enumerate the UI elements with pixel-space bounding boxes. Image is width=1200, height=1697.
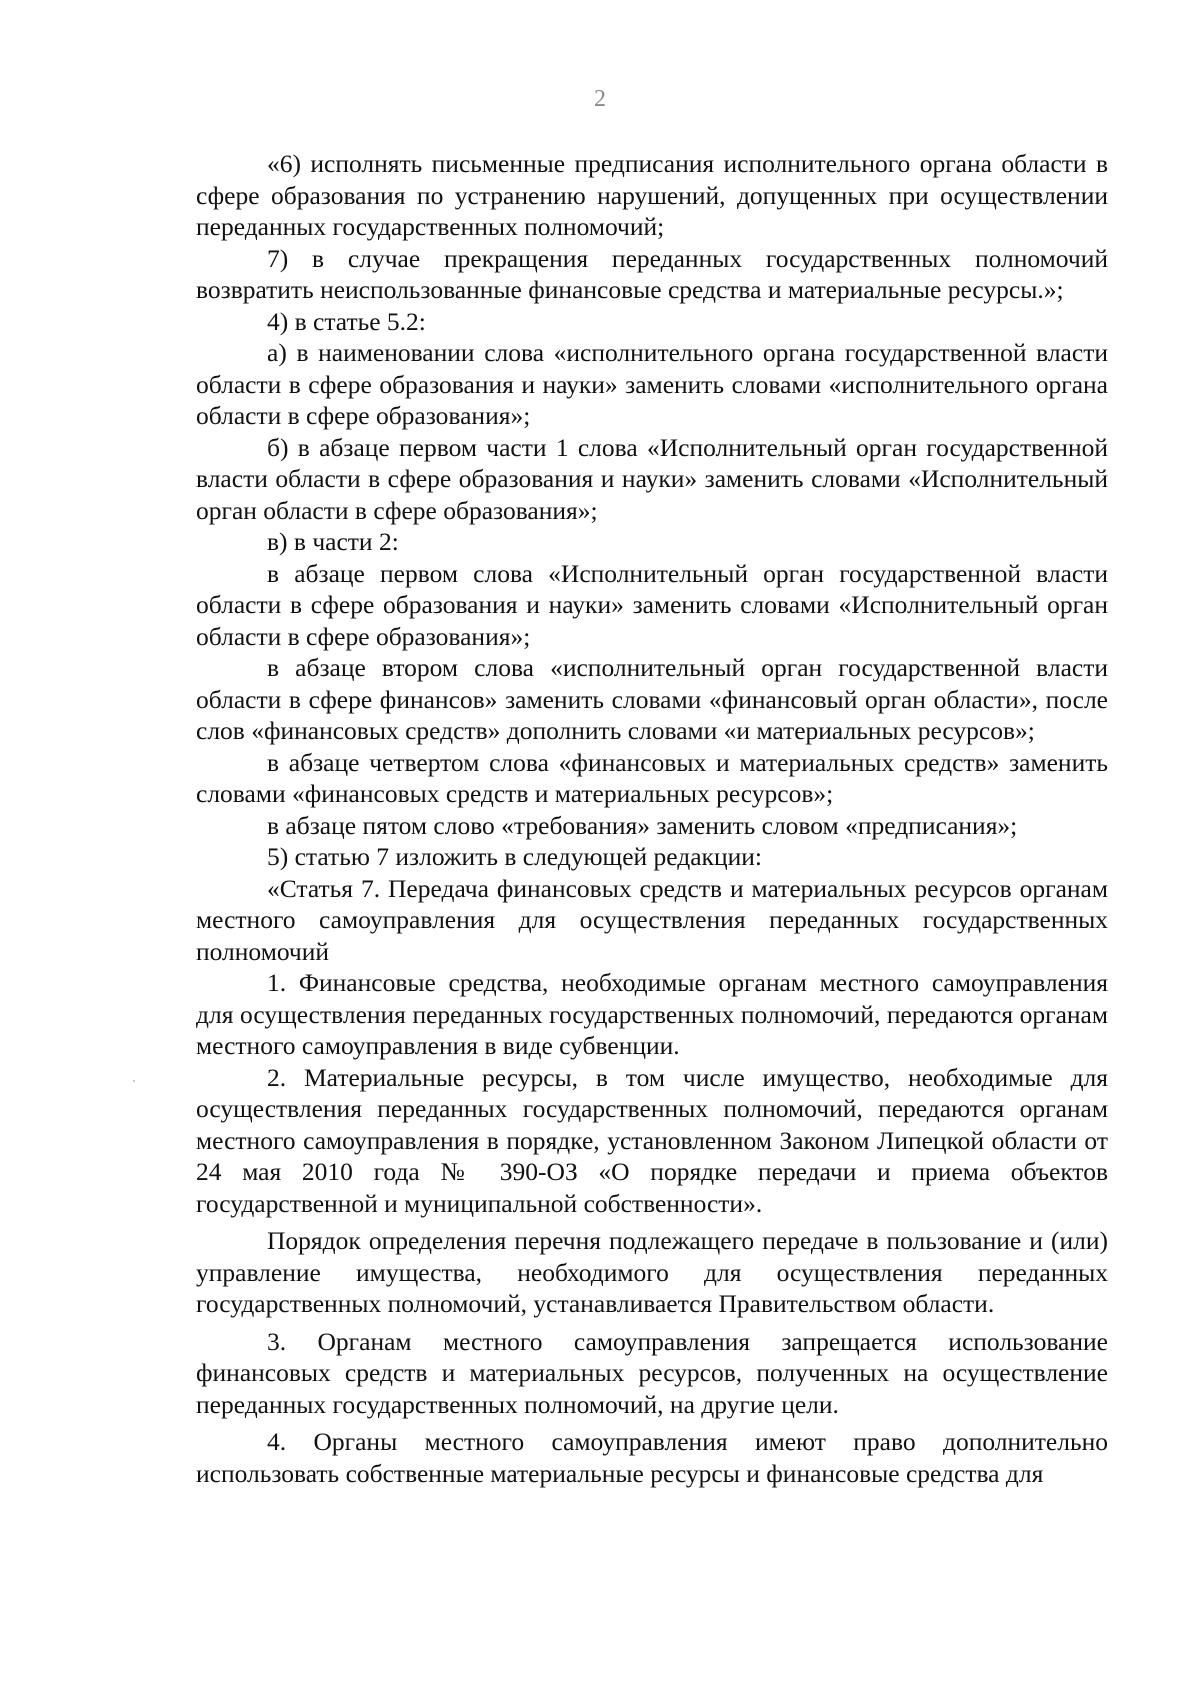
paragraph-item-7: 7) в случае прекращения переданных государственных полномочий возвратить неиспользованные финансовые средства и материальные ресурсы.»; — [196, 243, 1108, 304]
page-number: 2 — [594, 86, 606, 112]
paragraph-point-5: 5) статью 7 изложить в следующей редакции: — [267, 842, 762, 871]
paragraph-abzac-second: в абзаце втором слова «исполнительный орган государственной власти области в сфере финансов» заменить словами «финансовый орган области», после слов «финансовых средств» дополнить словами «и материальных ресурсов»; — [196, 653, 1108, 745]
paragraph-item-6: «6) исполнять письменные предписания исполнительного органа области в сфере образования по устранению нарушений, допущенных при осуществлении переданных государственных полномочий; — [196, 149, 1108, 241]
paragraph-abzac-fifth: в абзаце пятом слово «требования» заменить словом «предписания»; — [267, 810, 1018, 840]
document-body — [196, 148, 1108, 1489]
scan-speck — [133, 1080, 135, 1082]
paragraph-subpoint-v: в) в части 2: — [267, 527, 399, 556]
paragraph-abzac-first: в абзаце первом слова «Исполнительный орган государственной власти области в сфере образования и науки» заменить словами «Исполнительный орган области в сфере образования»; — [196, 558, 1108, 651]
paragraph-abzac-fourth: в абзаце четвертом слова «финансовых и материальных средств» заменить словами «финансовых средств и материальных ресурсов»; — [196, 747, 1108, 808]
paragraph-point-4: 4) в статье 5.2: — [267, 306, 426, 336]
paragraph-subpoint-a: а) в наименовании слова «исполнительного органа государственной власти области в сфере образования и науки» заменить словами «исполнительного органа области в сфере образования»; — [196, 338, 1108, 430]
article-7-part-3: 3. Органам местного самоуправления запрещается использование финансовых средств и материальных ресурсов, полученных на осуществление переданных государственных полномочий, на другие цели. — [196, 1326, 1108, 1419]
article-7-part-4: 4. Органы местного самоуправления имеют право дополнительно использовать собственные материальные ресурсы и финансовые средства для — [196, 1427, 1108, 1488]
article-7-part-2: 2. Материальные ресурсы, в том числе имущество, необходимые для осуществления переданных государственных полномочий, передаются органам местного самоуправления в порядке, установленном Законом Липецкой области от 24 мая 2010 года № 390-ОЗ «О порядке передачи и приема объектов государственной и муниципальной собственности». — [196, 1062, 1108, 1218]
article-7-property-order: Порядок определения перечня подлежащего передаче в пользование и (или) управление имущества, необходимого для осуществления переданных государственных полномочий, устанавливается Правительством области. — [196, 1226, 1108, 1318]
article-7-heading: «Статья 7. Передача финансовых средств и материальных ресурсов органам местного самоуправления для осуществления переданных государственных полномочий — [196, 873, 1108, 966]
paragraph-subpoint-b: б) в абзаце первом части 1 слова «Исполнительный орган государственной власти области в сфере образования и науки» заменить словами «Исполнительный орган области в сфере образования»; — [196, 432, 1108, 525]
article-7-part-1: 1. Финансовые средства, необходимые органам местного самоуправления для осуществления переданных государственных полномочий, передаются органам местного самоуправления в виде субвенции. — [196, 968, 1108, 1060]
